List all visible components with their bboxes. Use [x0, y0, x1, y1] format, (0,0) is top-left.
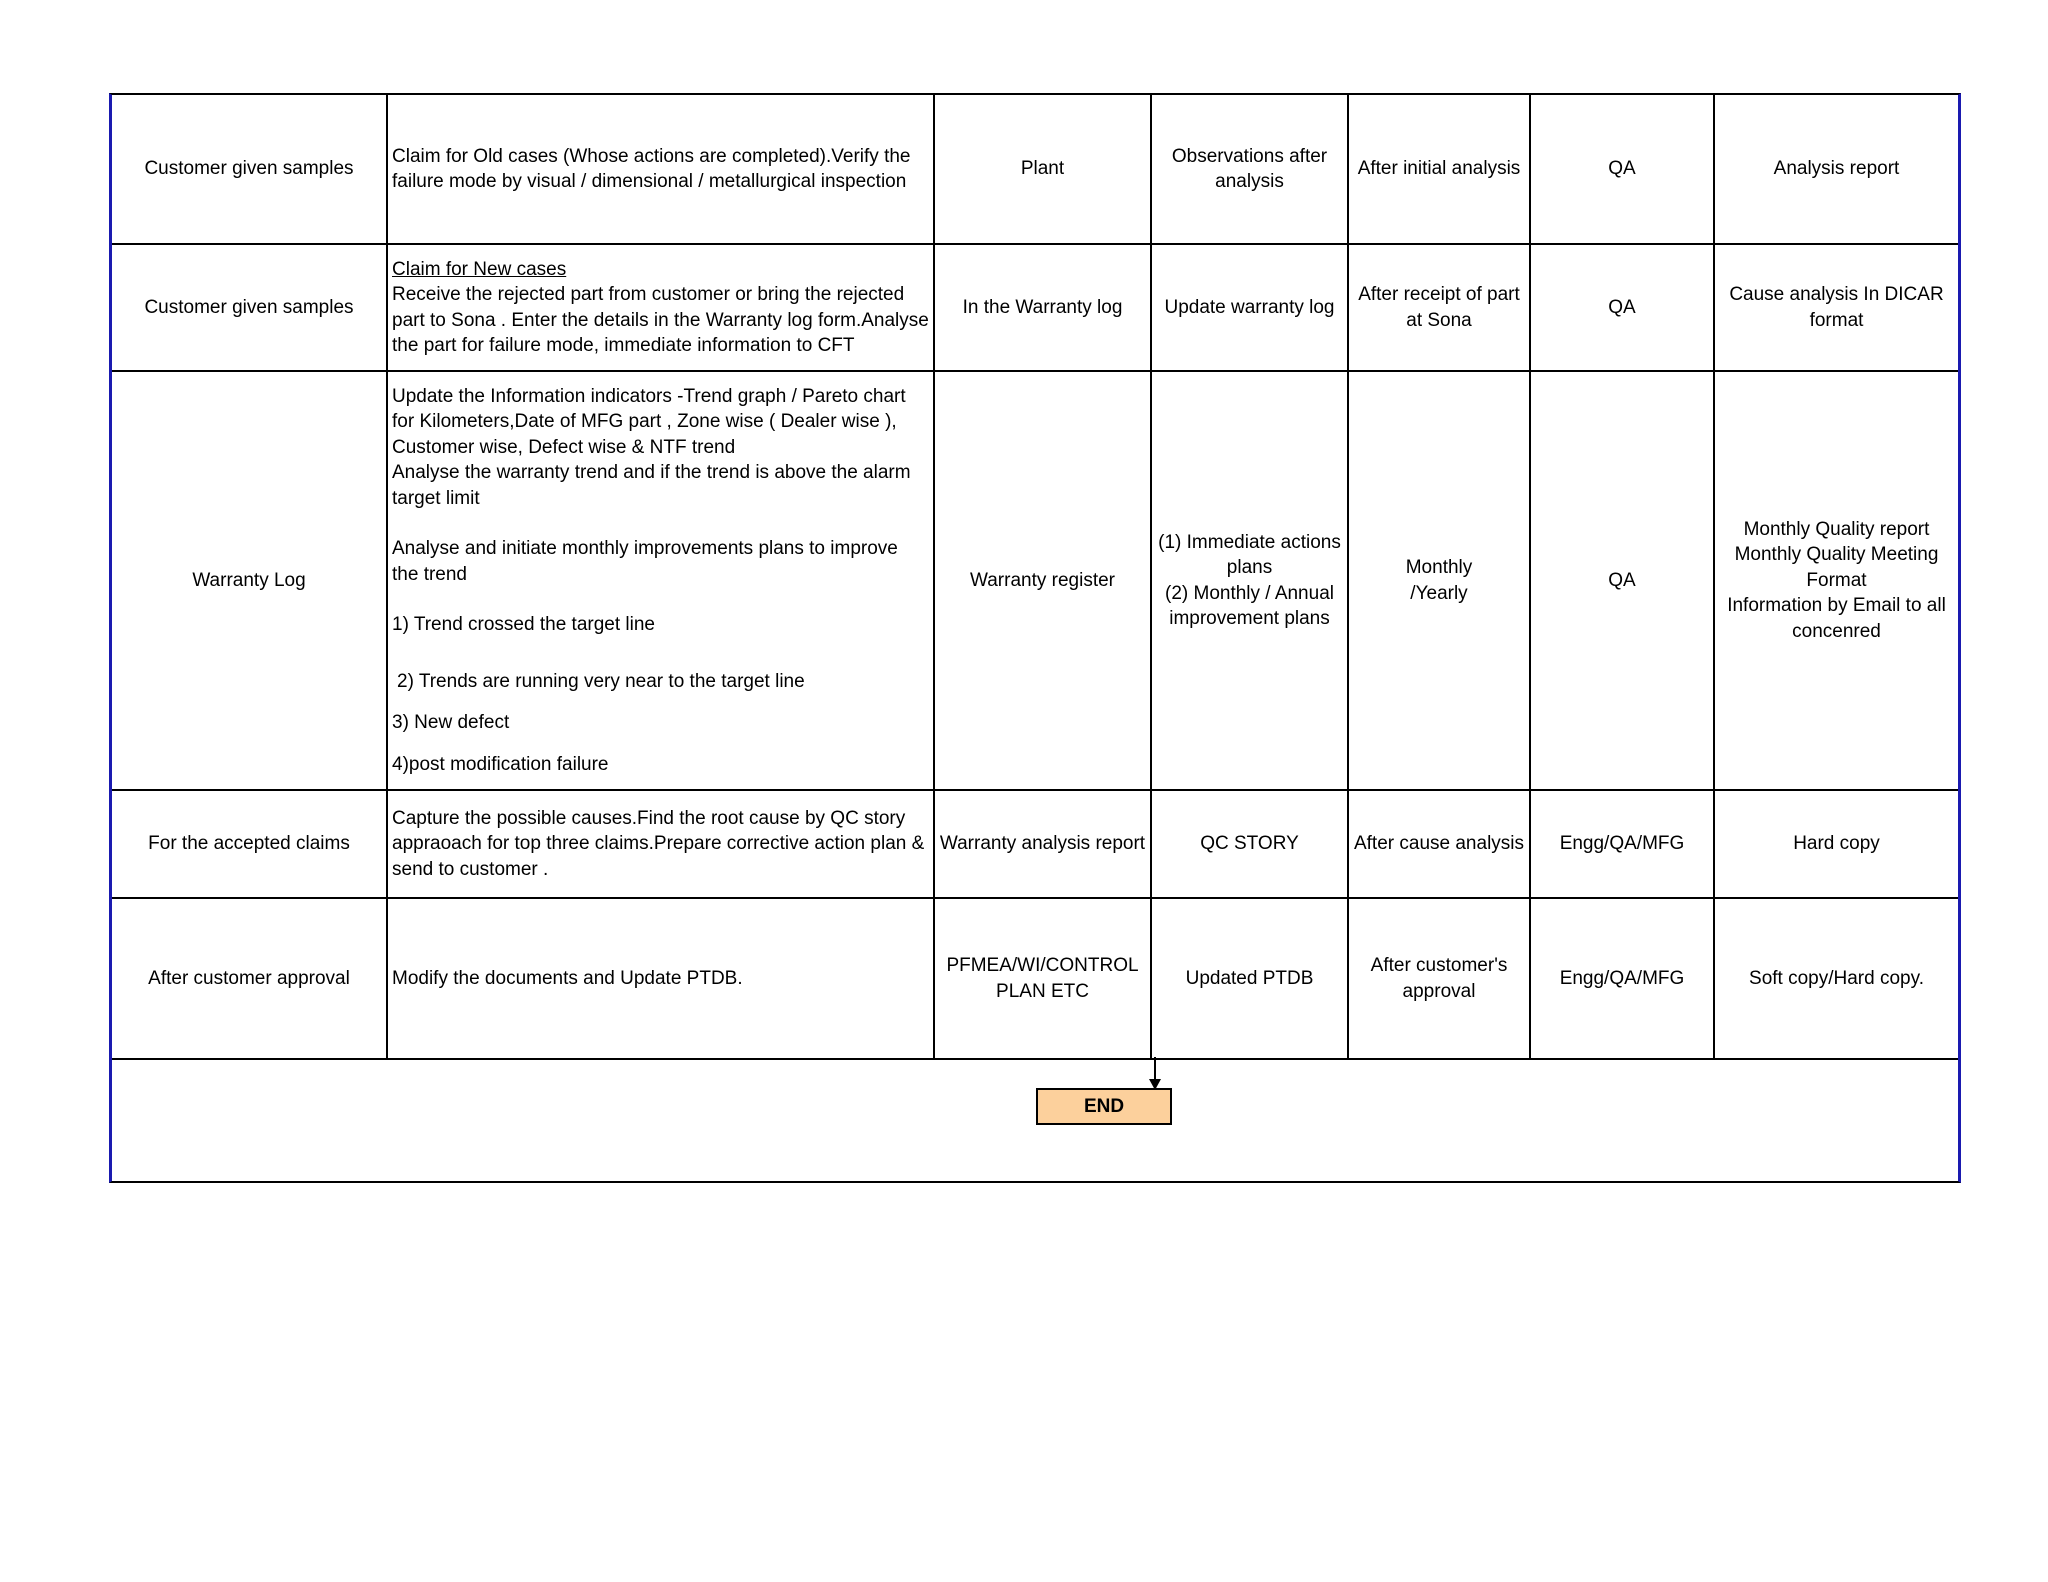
- output-cell: Update warranty log: [1151, 244, 1348, 371]
- output-cell: Updated PTDB: [1151, 898, 1348, 1059]
- process-table-frame: [109, 93, 1961, 1183]
- who-cell: Engg/QA/MFG: [1530, 790, 1714, 898]
- activity-list-item: 4)post modification failure: [392, 753, 609, 775]
- activity-list-item: 3) New defect: [392, 712, 510, 734]
- record-cell: [1714, 371, 1958, 790]
- when-cell: After cause analysis: [1348, 790, 1530, 898]
- where-cell: Warranty analysis report: [934, 790, 1151, 898]
- when-line: /Yearly: [1410, 582, 1468, 604]
- process-table: [112, 95, 1958, 1060]
- down-arrow-icon: [1149, 1057, 1161, 1091]
- activity-cell: Capture the possible causes.Find the root cause by QC story appraoach for top three claims.Prepare corrective action plan & send to customer .: [387, 790, 934, 898]
- activity-cell: Claim for Old cases (Whose actions are completed).Verify the failure mode by visual / dimensional / metallurgical inspection: [387, 95, 934, 244]
- activity-cell: Modify the documents and Update PTDB.: [387, 898, 934, 1059]
- where-cell: Warranty register: [934, 371, 1151, 790]
- input-cell: After customer approval: [112, 898, 387, 1059]
- activity-text: Analyse the warranty trend and if the trend is above the alarm target limit: [392, 462, 911, 509]
- table-row: [112, 898, 1958, 1059]
- activity-cell: [387, 244, 934, 371]
- activity-list-item: 2) Trends are running very near to the target line: [397, 670, 805, 692]
- output-cell: QC STORY: [1151, 790, 1348, 898]
- activity-cell: [387, 371, 934, 790]
- output-line: (1) Immediate actions plans: [1158, 531, 1341, 578]
- when-cell: After initial analysis: [1348, 95, 1530, 244]
- record-line: Monthly Quality report: [1743, 518, 1930, 540]
- activity-list-item: 1) Trend crossed the target line: [392, 614, 655, 636]
- activity-text: Receive the rejected part from customer or bring the rejected part to Sona . Enter the details in the Warranty log form.Analyse the part for failure mode, immediate information to CFT: [392, 284, 929, 356]
- activity-heading: Claim for New cases: [392, 258, 567, 280]
- when-cell: After receipt of part at Sona: [1348, 244, 1530, 371]
- output-cell: Observations after analysis: [1151, 95, 1348, 244]
- who-cell: Engg/QA/MFG: [1530, 898, 1714, 1059]
- record-cell: Soft copy/Hard copy.: [1714, 898, 1958, 1059]
- when-line: Monthly: [1405, 557, 1473, 578]
- who-cell: QA: [1530, 371, 1714, 790]
- who-cell: QA: [1530, 95, 1714, 244]
- input-cell: Warranty Log: [112, 371, 387, 790]
- output-line: (2) Monthly / Annual improvement plans: [1165, 582, 1334, 629]
- record-cell: Analysis report: [1714, 95, 1958, 244]
- when-cell: [1348, 371, 1530, 790]
- table-row: [112, 371, 1958, 790]
- input-cell: Customer given samples: [112, 244, 387, 371]
- where-cell: PFMEA/WI/CONTROL PLAN ETC: [934, 898, 1151, 1059]
- record-cell: Cause analysis In DICAR format: [1714, 244, 1958, 371]
- record-line: Monthly Quality Meeting Format: [1734, 544, 1939, 591]
- table-row: [112, 790, 1958, 898]
- where-cell: Plant: [934, 95, 1151, 244]
- output-cell: [1151, 371, 1348, 790]
- input-cell: Customer given samples: [112, 95, 387, 244]
- who-cell: QA: [1530, 244, 1714, 371]
- activity-text: Analyse and initiate monthly improvements plans to improve the trend: [392, 538, 898, 585]
- table-row: [112, 244, 1958, 371]
- where-cell: In the Warranty log: [934, 244, 1151, 371]
- record-line: Information by Email to all concenred: [1727, 595, 1946, 642]
- input-cell: For the accepted claims: [112, 790, 387, 898]
- activity-text: Update the Information indicators -Trend graph / Pareto chart for Kilometers,Date of MFG part , Zone wise ( Dealer wise ), Customer wise, Defect wise & NTF trend: [392, 385, 906, 458]
- record-cell: Hard copy: [1714, 790, 1958, 898]
- when-cell: After customer's approval: [1348, 898, 1530, 1059]
- table-row: [112, 95, 1958, 244]
- end-terminator: END: [1036, 1088, 1172, 1125]
